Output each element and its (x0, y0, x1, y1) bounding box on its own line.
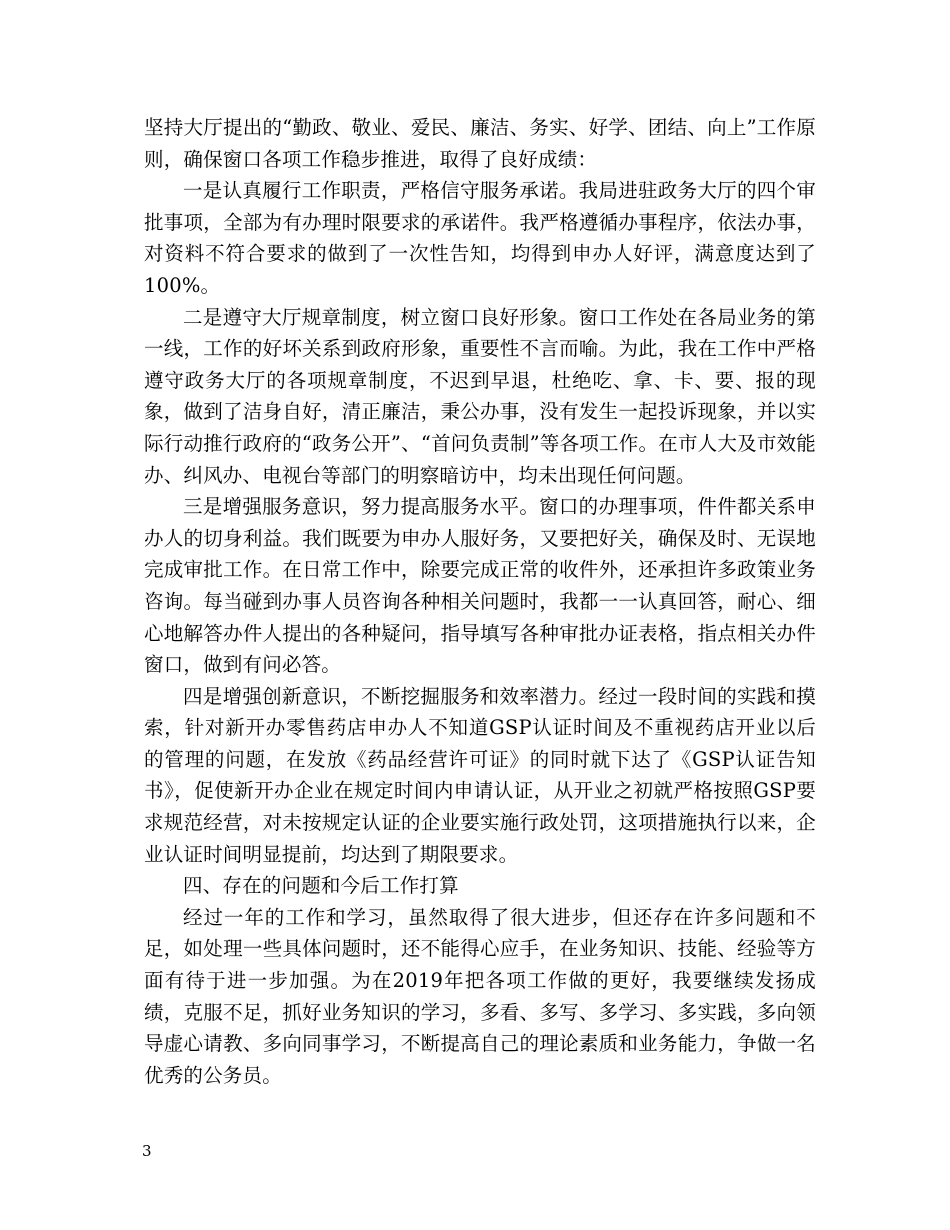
paragraph-5: 四是增强创新意识，不断挖掘服务和效率潜力。经过一段时间的实践和摸索，针对新开办零售药店申办人不知道GSP认证时间及不重视药店开业以后的管理的问题，在发放《药品经营许可证》的同时就下达了《GSP认证告知书》，促使新开办企业在规定时间内申请认证，从开业之初就严格按照GSP要求规范经营，对未按规定认证的企业要实施行政处罚，这项措施执行以来，企业认证时间明显提前，均达到了期限要求。 (144, 684, 816, 866)
paragraph-6: 经过一年的工作和学习，虽然取得了很大进步，但还存在许多问题和不足，如处理一些具体问题时，还不能得心应手，在业务知识、技能、经验等方面有待于进一步加强。为在2019年把各项工作做的更好，我要继续发扬成绩，克服不足，抓好业务知识的学习，多看、多写、多学习、多实践，多向领导虚心请教、多向同事学习，不断提高自己的理论素质和业务能力，争做一名优秀的公务员。 (144, 905, 816, 1087)
paragraph-2: 一是认真履行工作职责，严格信守服务承诺。我局进驻政务大厅的四个审批事项，全部为有办理时限要求的承诺件。我严格遵循办事程序，依法办事，对资料不符合要求的做到了一次性告知，均得到申办人好评，满意度达到了100%。 (144, 179, 816, 297)
page-number: 3 (142, 1142, 152, 1160)
document-body (144, 112, 816, 1091)
paragraph-4: 三是增强服务意识，努力提高服务水平。窗口的办理事项，件件都关系申办人的切身利益。我们既要为申办人服好务，又要把好关，确保及时、无误地完成审批工作。在日常工作中，除要完成正常的收件外，还承担许多政策业务咨询。每当碰到办事人员咨询各种相关问题时，我都一一认真回答，耐心、细心地解答办件人提出的各种疑问，指导填写各种审批办证表格，指点相关办件窗口，做到有问必答。 (144, 495, 816, 677)
paragraph-1: 坚持大厅提出的“勤政、敬业、爱民、廉洁、务实、好学、团结、向上”工作原则，确保窗口各项工作稳步推进，取得了良好成绩： (144, 116, 816, 171)
paragraph-3: 二是遵守大厅规章制度，树立窗口良好形象。窗口工作处在各局业务的第一线，工作的好坏关系到政府形象，重要性不言而喻。为此，我在工作中严格遵守政务大厅的各项规章制度，不迟到早退，杜绝吃、拿、卡、要、报的现象，做到了洁身自好，清正廉洁，秉公办事，没有发生一起投诉现象，并以实际行动推行政府的“政务公开”、“首问负责制”等各项工作。在市人大及市效能办、纠风办、电视台等部门的明察暗访中，均未出现任何问题。 (144, 305, 816, 487)
section-heading: 四、存在的问题和今后工作打算 (183, 874, 459, 898)
